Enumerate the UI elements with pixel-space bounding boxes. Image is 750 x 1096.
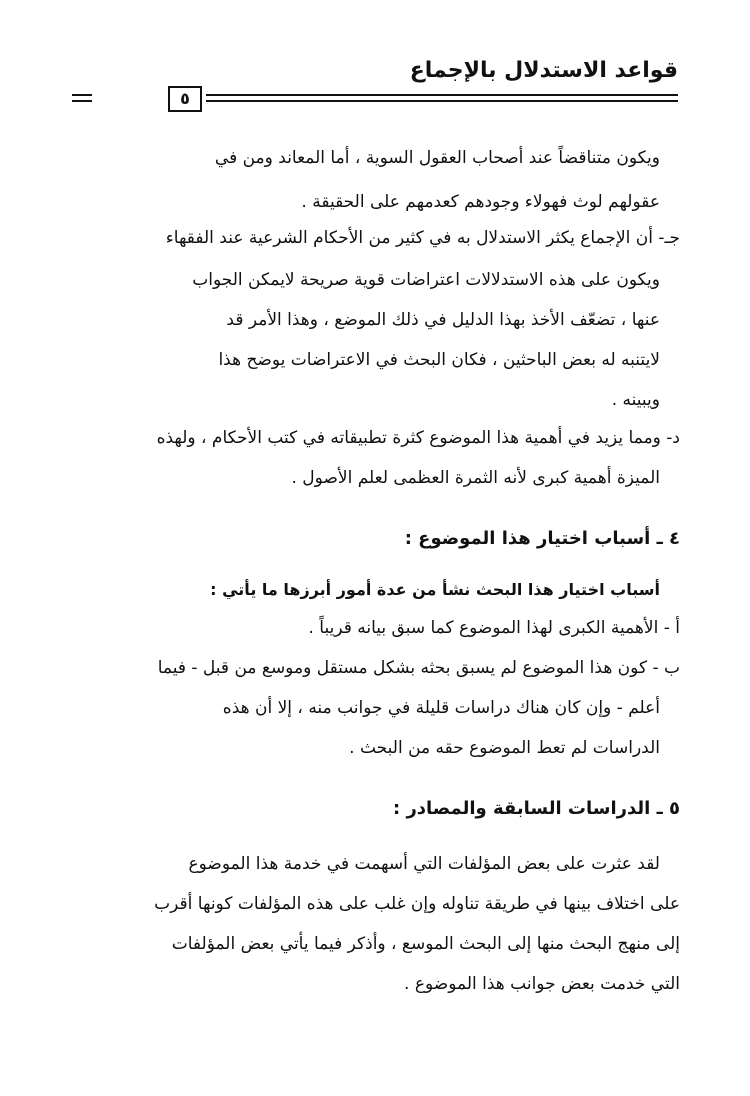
page-number: ٥: [180, 89, 190, 108]
rule-left-bottom: [72, 100, 92, 102]
page-number-box: [168, 86, 202, 112]
rule-right-top: [206, 94, 678, 96]
text-line: إلى منهج البحث منها إلى البحث الموسع ، وأذكر فيما يأتي بعض المؤلفات: [171, 934, 680, 954]
rule-right-bottom: [206, 100, 678, 102]
list-item-alif: أ - الأهمية الكبرى لهذا الموضوع كما سبق بيانه قريباً .: [308, 618, 680, 638]
text-line: عقولهم لوث فهولاء وجودهم كعدمهم على الحقيقة .: [301, 192, 660, 212]
text-line: ويكون متناقضاً عند أصحاب العقول السوية ، أما المعاند ومن في: [214, 148, 660, 168]
text-line: الدراسات لم تعط الموضوع حقه من البحث .: [349, 738, 660, 758]
text-line: ويبينه .: [611, 390, 660, 410]
list-item-ba: ب - كون هذا الموضوع لم يسبق بحثه بشكل مستقل وموسع من قبل - فيما: [157, 658, 680, 678]
header-rule: [72, 86, 678, 114]
text-line: لقد عثرت على بعض المؤلفات التي أسهمت في خدمة هذا الموضوع: [188, 854, 660, 874]
running-header-title: قواعد الاستدلال بالإجماع: [409, 58, 678, 83]
section-intro: أسباب اختيار هذا البحث نشأ من عدة أمور أبرزها ما يأتي :: [210, 580, 660, 599]
list-item-jeem: جـ- أن الإجماع يكثر الاستدلال به في كثير من الأحكام الشرعية عند الفقهاء: [165, 228, 680, 248]
section-heading-4: ٤ ـ أسباب اختيار هذا الموضوع :: [404, 528, 680, 549]
text-line: ويكون على هذه الاستدلالات اعتراضات قوية صريحة لايمكن الجواب: [192, 270, 660, 290]
text-line: عنها ، تضعّف الأخذ بهذا الدليل في ذلك الموضع ، وهذا الأمر قد: [226, 310, 660, 330]
text-line: أعلم - وإن كان هناك دراسات قليلة في جوانب منه ، إلا أن هذه: [222, 698, 660, 718]
list-item-dal: د- ومما يزيد في أهمية هذا الموضوع كثرة تطبيقاته في كتب الأحكام ، ولهذه: [156, 428, 680, 448]
text-line: الميزة أهمية كبرى لأنه الثمرة العظمى لعلم الأصول .: [291, 468, 660, 488]
text-line: التي خدمت بعض جوانب هذا الموضوع .: [404, 974, 680, 994]
text-line: على اختلاف بينها في طريقة تناوله وإن غلب على هذه المؤلفات كونها أقرب: [154, 894, 680, 914]
section-heading-5: ٥ ـ الدراسات السابقة والمصادر :: [392, 798, 680, 819]
text-line: لايتنبه له بعض الباحثين ، فكان البحث في الاعتراضات يوضح هذا: [218, 350, 660, 370]
rule-left-top: [72, 94, 92, 96]
